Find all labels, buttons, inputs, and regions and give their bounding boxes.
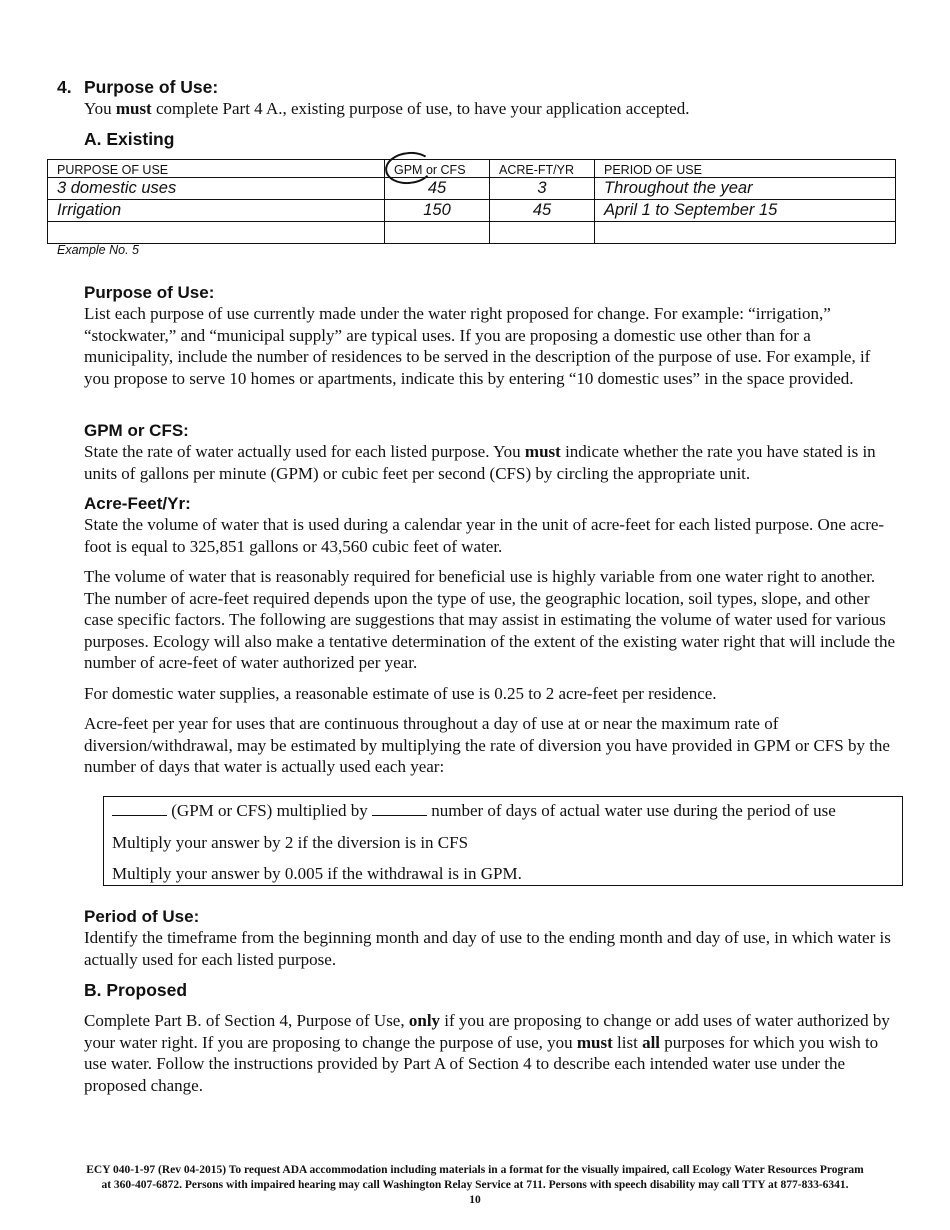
part-b-bold-2: must bbox=[576, 1032, 613, 1052]
gpm-text bbox=[84, 441, 899, 484]
purpose-heading: Purpose of Use: bbox=[84, 283, 215, 302]
table-cell bbox=[48, 222, 385, 244]
days-blank bbox=[372, 800, 427, 816]
formula-line-1 bbox=[112, 800, 836, 821]
period-text: Identify the timeframe from the beginning month and day of use to the ending month and day of use, in which water is actually used for each listed purpose. bbox=[84, 928, 891, 969]
footer-line-1: ECY 040-1-97 (Rev 04-2015) To request ADA accommodation including materials in a format for the visually impaired, call Ecology Water Resources Program bbox=[86, 1164, 864, 1176]
part-b-text-1: Complete Part B. of Section 4, Purpose of Use, bbox=[84, 1011, 409, 1030]
table-cell: 45 bbox=[385, 178, 490, 200]
table-header-cell: PERIOD OF USE bbox=[595, 160, 896, 178]
page-number: 10 bbox=[469, 1194, 481, 1206]
part-b-bold-3: all bbox=[642, 1032, 661, 1052]
table-cell: 3 bbox=[490, 178, 595, 200]
formula-line-3: Multiply your answer by 0.005 if the withdrawal is in GPM. bbox=[112, 864, 522, 883]
formula-text-b: number of days of actual water use during the period of use bbox=[426, 801, 836, 820]
gpm-heading: GPM or CFS: bbox=[84, 421, 189, 440]
table-header-cell: ACRE-FT/YR bbox=[490, 160, 595, 178]
formula-text-a: (GPM or CFS) multiplied by bbox=[167, 801, 372, 820]
table-cell bbox=[490, 222, 595, 244]
part-b-heading: B. Proposed bbox=[84, 980, 188, 1000]
table-header-cell: GPM or CFS bbox=[385, 160, 490, 178]
acre-text-1: State the volume of water that is used during a calendar year in the unit of acre-feet for each listed purpose. One acre-foot is equal to 325,851 gallons or 43,560 cubic feet of water. bbox=[84, 515, 885, 556]
section-number: 4. bbox=[57, 77, 72, 97]
table-row bbox=[48, 178, 896, 200]
example-label: Example No. 5 bbox=[57, 243, 139, 257]
table-cell: 150 bbox=[385, 200, 490, 222]
section-intro bbox=[84, 98, 689, 120]
intro-text-end: complete Part 4 A., existing purpose of use, to have your application accepted. bbox=[151, 99, 690, 118]
acre-text-3: For domestic water supplies, a reasonable estimate of use is 0.25 to 2 acre-feet per residence. bbox=[84, 684, 717, 703]
part-b-bold-1: only bbox=[408, 1011, 441, 1030]
gpm-blank bbox=[112, 800, 167, 816]
table-row bbox=[48, 222, 896, 244]
intro-text: You bbox=[84, 99, 116, 118]
acre-heading: Acre-Feet/Yr: bbox=[84, 494, 191, 513]
part-b-text-2: if you are proposing to change or add uses of water authorized by your water right. If you are proposing to change the purpose of use, you bbox=[84, 1011, 890, 1052]
intro-bold: must bbox=[115, 99, 152, 118]
section-title: Purpose of Use: bbox=[84, 77, 219, 97]
table-cell: April 1 to September 15 bbox=[595, 200, 896, 222]
acre-text-4: Acre-feet per year for uses that are continuous throughout a day of use at or near the maximum rate of diversion/withdrawal, may be estimated by multiplying the rate of diversion you have provided in GPM or CFS by the number of days that water is actually used each year: bbox=[84, 714, 890, 776]
gpm-text-start: State the rate of water actually used for each listed purpose. You bbox=[84, 442, 525, 461]
table-cell: Irrigation bbox=[48, 200, 385, 222]
part-b-text bbox=[84, 1010, 899, 1096]
table-cell bbox=[385, 222, 490, 244]
period-heading: Period of Use: bbox=[84, 907, 200, 926]
section-heading bbox=[57, 77, 218, 98]
page-footer bbox=[40, 1163, 910, 1208]
table-cell bbox=[595, 222, 896, 244]
table-row bbox=[48, 200, 896, 222]
gpm-text-bold: must bbox=[524, 442, 561, 461]
part-b-text-4: purposes for which you wish to use water. Follow the instructions provided by Part A of Section 4 to describe each intended water use under the proposed change. bbox=[84, 1032, 879, 1095]
existing-use-table bbox=[47, 159, 896, 244]
gpm-text-end: indicate whether the rate you have stated is in units of gallons per minute (GPM) or cubic feet per second (CFS) by circling the appropriate unit. bbox=[84, 442, 876, 483]
table-cell: 3 domestic uses bbox=[48, 178, 385, 200]
table-header-cell: PURPOSE OF USE bbox=[48, 160, 385, 178]
formula-line-2: Multiply your answer by 2 if the diversion is in CFS bbox=[112, 833, 469, 852]
formula-box bbox=[103, 796, 903, 886]
footer-line-2: at 360-407-6872. Persons with impaired hearing may call Washington Relay Service at 711. Persons with speech disability may call TTY at 877-833-6341. bbox=[101, 1179, 849, 1191]
part-a-heading: A. Existing bbox=[84, 129, 175, 149]
table-header-row bbox=[48, 160, 896, 178]
table-cell: Throughout the year bbox=[595, 178, 896, 200]
purpose-text: List each purpose of use currently made under the water right proposed for change. For example: “irrigation,” “stockwater,” and “municipal supply” are typical uses. If you are proposing a domestic use other than for a municipality, include the number of residences to be served in the description of the purpose of use. For example, if you propose to serve 10 homes or apartments, indicate this by entering “10 domestic uses” in the space provided. bbox=[84, 304, 871, 388]
table-cell: 45 bbox=[490, 200, 595, 222]
part-b-text-3: list bbox=[612, 1032, 643, 1052]
acre-text-2: The volume of water that is reasonably required for beneficial use is highly variable from one water right to another. The number of acre-feet required depends upon the type of use, the geographic location, soil types, slope, and other case specific factors. The following are suggestions that may assist in estimating the volume of water used for various purposes. Ecology will also make a tentative determination of the extent of the existing water right that will include the number of acre-feet of water authorized per year. bbox=[84, 567, 896, 672]
